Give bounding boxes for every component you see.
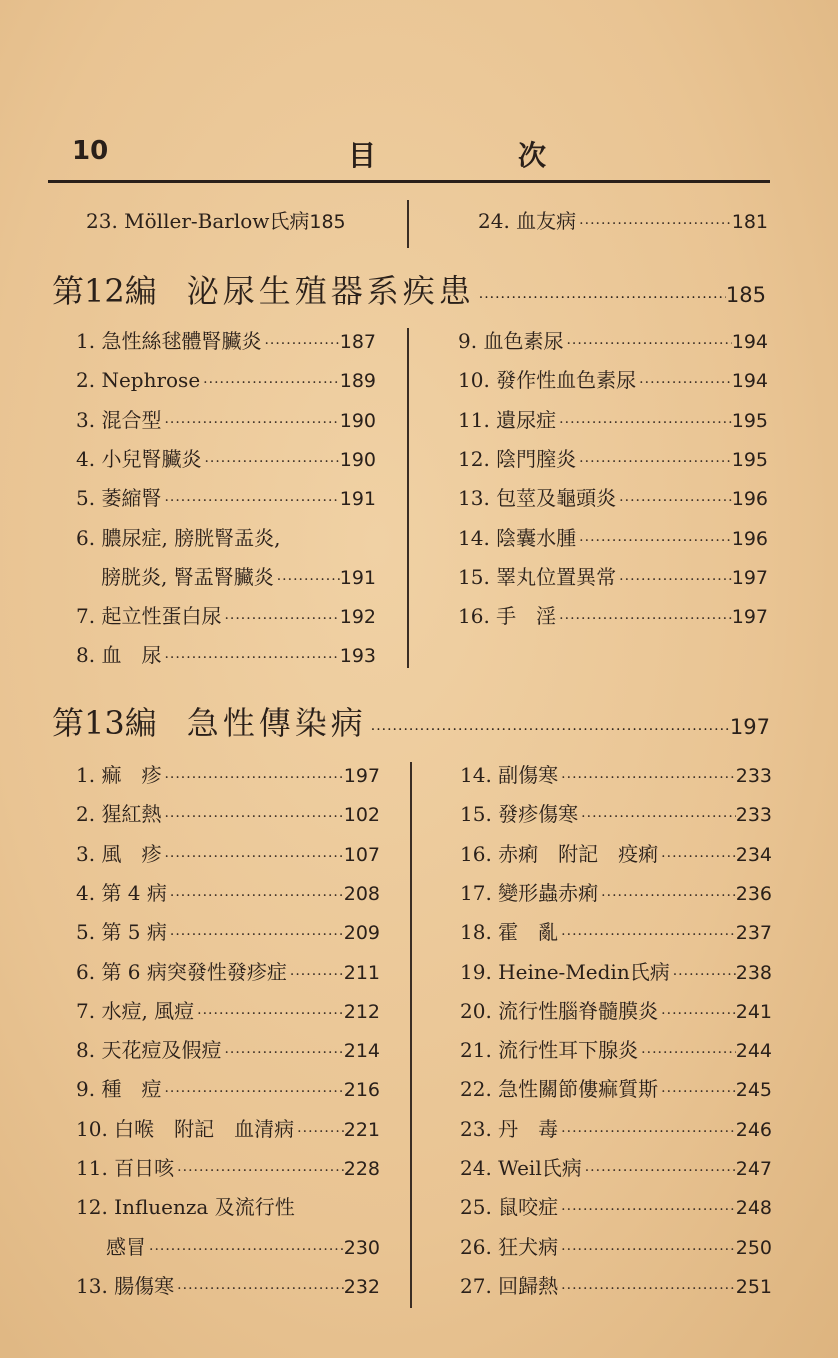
toc-entry-page: 237 <box>735 922 772 945</box>
toc-entry <box>460 917 772 947</box>
leader-dots <box>556 408 732 438</box>
toc-entry: 23. Möller-Barlow氏病 185 <box>86 209 346 233</box>
toc-entry-label: 4. 小兒腎臟炎 <box>76 446 202 471</box>
toc-entry-label: 15. 睪丸位置異常 <box>458 564 617 589</box>
leader-dots <box>616 486 732 516</box>
toc-entry-label: 26. 狂犬病 <box>460 1234 559 1259</box>
leader-dots <box>636 368 732 398</box>
toc-entry-label: 17. 變形蟲赤痢 <box>460 880 599 905</box>
leader-dots <box>174 1274 344 1304</box>
toc-entry-page: 192 <box>339 606 376 629</box>
leader-dots <box>174 1156 344 1186</box>
toc-entry-page: 208 <box>343 882 380 905</box>
toc-entry-page: 241 <box>735 1000 772 1023</box>
toc-entry-page: 196 <box>731 527 768 550</box>
leader-dots <box>167 881 344 911</box>
toc-entry-page: 238 <box>735 961 772 984</box>
toc-entry <box>460 1114 772 1144</box>
toc-entry <box>76 996 380 1026</box>
toc-entry-label: 12. 陰門膣炎 <box>458 446 577 471</box>
toc-entry-page: 193 <box>339 645 376 668</box>
toc-entry-label: 9. 血色素尿 <box>458 329 564 353</box>
toc-entry-label: 3. 混合型 <box>76 407 162 432</box>
leader-dots <box>161 802 343 832</box>
section-heading-13: 第13編 急性傳染病 ····· 197 <box>52 698 770 742</box>
leader-dots <box>582 1156 736 1186</box>
toc-entry-page: 194 <box>731 331 768 353</box>
toc-entry-page: 236 <box>735 882 772 905</box>
toc-entry-page: 246 <box>735 1118 772 1141</box>
header-title-left: 目 <box>348 139 377 172</box>
toc-entry-page: 190 <box>339 409 376 432</box>
toc-entry-page: 211 <box>343 961 380 984</box>
toc-entry <box>76 1074 380 1104</box>
toc-entry-label: 25. 鼠咬症 <box>460 1195 559 1220</box>
toc-entry <box>458 562 768 592</box>
toc-entry <box>460 760 772 790</box>
leader-dots <box>221 604 339 634</box>
toc-entry <box>106 1232 380 1262</box>
leader-dots <box>578 802 736 832</box>
toc-entry-label: 10. 白喉 附記 血清病 <box>76 1116 295 1141</box>
toc-entry-page: 187 <box>339 331 376 353</box>
toc-entry <box>460 878 772 908</box>
toc-entry-page: 197 <box>731 606 768 629</box>
toc-entry <box>76 1114 380 1144</box>
toc-entry-label: 1. 急性絲毬體腎臟炎 <box>76 329 262 353</box>
toc-entry-label: 6. 第 6 病突發性發疹症 <box>76 959 287 984</box>
toc-entry <box>460 957 772 987</box>
toc-entry <box>458 326 768 356</box>
toc-entry-page: 102 <box>343 804 380 827</box>
leader-dots <box>558 763 736 793</box>
toc-entry <box>460 1074 772 1104</box>
toc-entry-label: 9. 種 痘 <box>76 1077 162 1102</box>
toc-entry-page: 233 <box>735 804 772 827</box>
leader-dots <box>658 999 736 1029</box>
leader-dots <box>161 643 339 673</box>
toc-entry-page: 191 <box>339 488 376 511</box>
toc-entry <box>76 1192 380 1222</box>
leader-dots <box>638 1038 736 1068</box>
toc-entry-page: 190 <box>339 448 376 471</box>
toc-entry-label: 20. 流行性腦脊髓膜炎 <box>460 998 659 1023</box>
leader-dots <box>563 329 731 359</box>
toc-entry <box>460 1192 772 1222</box>
toc-entry <box>76 957 380 987</box>
leader-dots <box>658 1077 736 1107</box>
toc-entry-label: 16. 赤痢 附記 疫痢 <box>460 841 659 866</box>
toc-entry-label: 7. 水痘, 風痘 <box>76 998 195 1023</box>
toc-entry-label: 膀胱炎, 腎盂腎臟炎 <box>101 564 274 589</box>
toc-entry <box>460 1153 772 1183</box>
toc-entry-page: 232 <box>343 1275 380 1298</box>
leader-dots <box>558 1195 736 1225</box>
leader-dots <box>558 1235 736 1265</box>
toc-entry-label: 3. 風 疹 <box>76 841 162 866</box>
toc-entry-label: 1. 痲 疹 <box>76 763 162 787</box>
leader-dots <box>558 1117 736 1147</box>
leader-dots <box>161 486 339 516</box>
toc-entry-page: 197 <box>343 765 380 787</box>
toc-entry-label: 22. 急性關節僂痲質斯 <box>460 1077 659 1102</box>
toc-entry-page: 196 <box>731 488 768 511</box>
toc-entry <box>76 601 376 631</box>
leader-dots <box>194 999 344 1029</box>
toc-entry <box>460 1232 772 1262</box>
toc-entry-label: 27. 回歸熱 <box>460 1273 559 1298</box>
leader-dots <box>221 1038 343 1068</box>
toc-entry-label: 2. Nephrose <box>76 368 201 393</box>
toc-entry-page: 230 <box>343 1236 380 1259</box>
toc-entry <box>76 326 376 356</box>
toc-entry <box>76 1035 380 1065</box>
toc-entry-label: 14. 副傷寒 <box>460 763 559 787</box>
toc-entry-label: 13. 包莖及龜頭炎 <box>458 486 617 511</box>
toc-entry-label: 8. 血 尿 <box>76 643 162 668</box>
toc-entry-label: 12. Influenza 及流行性 <box>76 1195 295 1220</box>
toc-entry-page: 245 <box>735 1079 772 1102</box>
toc-entry-label: 11. 百日咳 <box>76 1156 175 1180</box>
toc-entry-label: 13. 腸傷寒 <box>76 1273 175 1298</box>
toc-entry-label: 6. 膿尿症, 膀胱腎盂炎, <box>76 525 281 550</box>
toc-entry <box>76 483 376 513</box>
leader-dots <box>161 842 343 872</box>
toc-entry-page: 107 <box>343 843 380 866</box>
toc-entry-page: 212 <box>343 1000 380 1023</box>
toc-entry-page: 244 <box>735 1040 772 1063</box>
toc-entry-page: 250 <box>735 1236 772 1259</box>
page-number: 10 <box>72 136 109 166</box>
leader-dots <box>576 526 732 556</box>
toc-entry-page: 214 <box>343 1040 380 1063</box>
toc-entry <box>76 523 376 553</box>
leader-dots <box>294 1117 344 1147</box>
toc-entry <box>76 444 376 474</box>
leader-dots <box>274 565 340 595</box>
toc-entry <box>76 839 380 869</box>
header-title-right: 次 <box>518 139 547 172</box>
column-divider <box>407 328 409 668</box>
leader-dots <box>576 447 732 477</box>
toc-entry <box>460 1035 772 1065</box>
leader-dots <box>161 1077 343 1107</box>
toc-entry-label: 21. 流行性耳下腺炎 <box>460 1038 639 1063</box>
leader-dots <box>287 960 344 990</box>
toc-entry <box>458 444 768 474</box>
toc-entry-page: 251 <box>735 1275 772 1298</box>
toc-entry-label: 19. Heine-Medin氏病 <box>460 959 670 984</box>
toc-entry-label: 10. 發作性血色素尿 <box>458 368 637 393</box>
column-divider <box>410 762 412 1308</box>
toc-entry-label: 4. 第 4 病 <box>76 880 167 905</box>
toc-entry-label: 14. 陰囊水腫 <box>458 525 577 550</box>
toc-entry <box>458 405 768 435</box>
toc-entry-label: 5. 萎縮腎 <box>76 486 162 511</box>
leader-dots <box>200 368 340 398</box>
toc-entry-label: 5. 第 5 病 <box>76 920 167 945</box>
toc-entry: 24. 血友病 ····· 181 <box>478 206 768 236</box>
toc-entry-page: 189 <box>339 370 376 393</box>
toc-entry-label: 23. 丹 毒 <box>460 1116 559 1141</box>
toc-entry <box>101 562 376 592</box>
leader-dots <box>558 1274 736 1304</box>
header-rule <box>48 180 770 183</box>
leader-dots <box>161 763 343 793</box>
toc-entry-page: 221 <box>343 1118 380 1141</box>
toc-entry-page: 248 <box>735 1197 772 1220</box>
toc-entry-page: 209 <box>343 922 380 945</box>
toc-entry <box>76 1271 380 1301</box>
toc-entry <box>76 760 380 790</box>
leader-dots <box>556 604 732 634</box>
leader-dots <box>261 329 339 359</box>
toc-entry-page: 195 <box>731 409 768 432</box>
leader-dots <box>598 881 736 911</box>
leader-dots <box>670 960 736 990</box>
toc-entry-label: 11. 遺尿症 <box>458 407 557 432</box>
toc-entry <box>458 523 768 553</box>
toc-entry-page: 216 <box>343 1079 380 1102</box>
toc-entry <box>76 640 376 670</box>
toc-entry <box>460 799 772 829</box>
toc-entry <box>76 1153 380 1183</box>
toc-entry-page: 234 <box>735 843 772 866</box>
toc-entry-label: 24. Weil氏病 <box>460 1156 582 1180</box>
leader-dots <box>201 447 339 477</box>
toc-entry-label: 8. 天花痘及假痘 <box>76 1038 222 1063</box>
page-header <box>48 128 770 178</box>
toc-entry-label: 2. 猩紅熱 <box>76 802 162 827</box>
leader-dots <box>146 1235 344 1265</box>
toc-entry <box>76 365 376 395</box>
toc-entry-page: 195 <box>731 448 768 471</box>
toc-entry <box>458 483 768 513</box>
toc-entry-label: 7. 起立性蛋白尿 <box>76 604 222 629</box>
toc-entry-page: 247 <box>735 1158 772 1180</box>
section-heading-12: 第12編 泌尿生殖器系疾患 ····· 185 <box>52 266 766 310</box>
leader-dots <box>558 920 736 950</box>
toc-entry-page: 197 <box>731 566 768 589</box>
toc-entry <box>458 601 768 631</box>
toc-entry-page: 233 <box>735 765 772 787</box>
toc-entry-label: 感冒 <box>106 1234 146 1259</box>
toc-entry <box>76 917 380 947</box>
toc-entry <box>76 799 380 829</box>
leader-dots <box>616 565 732 595</box>
toc-entry <box>460 839 772 869</box>
toc-entry <box>458 365 768 395</box>
leader-dots <box>658 842 736 872</box>
toc-entry-label: 16. 手 淫 <box>458 604 557 629</box>
toc-entry <box>460 996 772 1026</box>
toc-entry <box>76 878 380 908</box>
toc-entry-page: 194 <box>731 370 768 393</box>
toc-entry-page: 228 <box>343 1158 380 1180</box>
toc-entry-page: 191 <box>339 566 376 589</box>
toc-entry <box>460 1271 772 1301</box>
toc-entry-label: 18. 霍 亂 <box>460 920 559 945</box>
toc-entry-label: 15. 發疹傷寒 <box>460 802 579 827</box>
toc-entry <box>76 405 376 435</box>
leader-dots <box>161 408 339 438</box>
column-divider <box>407 200 409 248</box>
leader-dots <box>167 920 344 950</box>
